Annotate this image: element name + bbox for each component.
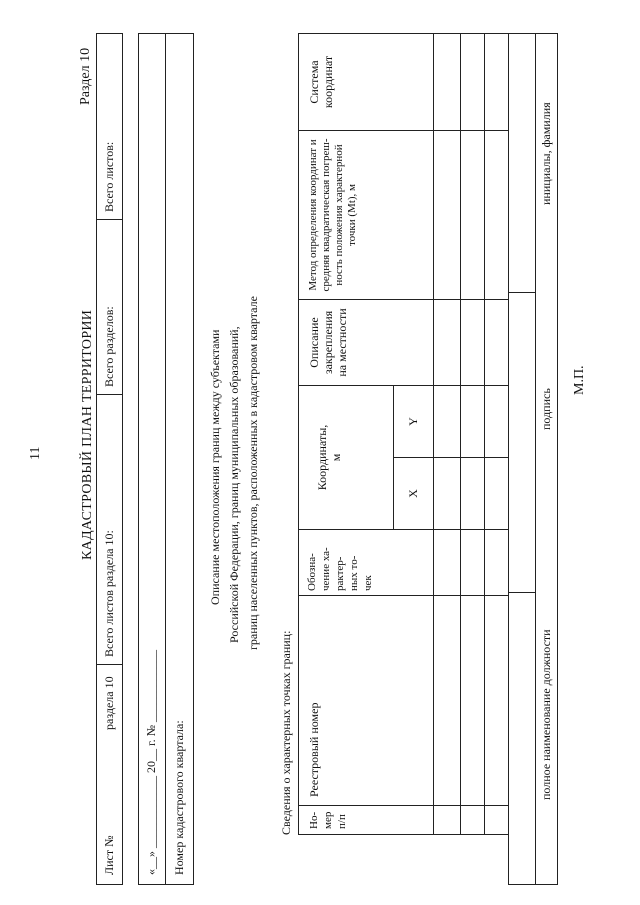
section-ref-label: раздела 10 [102, 676, 116, 730]
table-cell [484, 805, 509, 835]
signature-divider-h [535, 33, 536, 885]
section-label: Раздел 10 [78, 47, 93, 105]
col-system-header: Система координат [298, 33, 434, 131]
signature-label: подпись [539, 388, 553, 430]
points-table-caption: Сведения о характерных точках границ: [279, 630, 293, 835]
table-cell [460, 299, 485, 386]
table-cell [460, 529, 485, 596]
header-divider-1 [96, 664, 123, 665]
table-cell [433, 529, 461, 596]
col-registry-header: Реестровый номер [298, 595, 434, 806]
table-cell [460, 385, 485, 458]
table-cell [460, 805, 485, 835]
col-y-header: Y [393, 385, 434, 458]
quarter-number-label: Номер кадастрового квартала: [172, 720, 186, 875]
description-line-1: Описание местоположения границ между субъектами [208, 329, 222, 605]
document-title: КАДАСТРОВЫЙ ПЛАН ТЕРРИТОРИИ [80, 309, 95, 560]
sheets-total-label: Всего листов: [102, 141, 116, 212]
table-cell [484, 299, 509, 386]
signature-divider-1 [508, 592, 535, 593]
col-method-header: Метод определения координат и средняя квадратическая погреш- ность положения характерной точки (Mt), м [298, 130, 434, 300]
table-cell [433, 130, 461, 300]
sections-total-label: Всего разделов: [102, 306, 116, 387]
table-cell [433, 805, 461, 835]
table-cell [484, 457, 509, 530]
stamp-label: М.П. [572, 365, 587, 395]
description-line-3: границ населенных пунктов, расположенных в кадастровом квартале [246, 296, 260, 650]
table-cell [433, 33, 461, 131]
col-coordinates-header: Координаты, м [298, 385, 394, 530]
description-line-2: Российской Федерации, границ муниципальных образований, [227, 326, 241, 643]
table-cell [460, 33, 485, 131]
sheet-no-label: Лист № [102, 835, 116, 875]
table-cell [484, 33, 509, 131]
table-cell [433, 299, 461, 386]
header-divider-3 [96, 219, 123, 220]
table-cell [484, 529, 509, 596]
table-cell [460, 457, 485, 530]
signature-divider-2 [508, 292, 535, 293]
section-sheets-total-label: Всего листов раздела 10: [102, 530, 116, 657]
page-number: 11 [28, 446, 43, 460]
date-quarter-divider [165, 33, 166, 885]
table-cell [484, 130, 509, 300]
name-label: инициалы, фамилия [539, 102, 553, 205]
table-cell [433, 595, 461, 806]
date-line: «__» ____________ 20__ г. № ____________ [144, 649, 158, 875]
position-label: полное наименование должности [539, 629, 553, 800]
table-cell [460, 130, 485, 300]
table-cell [433, 385, 461, 458]
col-number-header: Но- мер п/п [298, 805, 434, 835]
col-designation-header: Обозна- чение ха- рактер- ных то- чек [298, 529, 434, 596]
table-cell [460, 595, 485, 806]
header-divider-2 [96, 394, 123, 395]
table-cell [433, 457, 461, 530]
table-cell [484, 595, 509, 806]
table-cell [484, 385, 509, 458]
col-description-header: Описание закрепления на местности [298, 299, 434, 386]
col-x-header: X [393, 457, 434, 530]
